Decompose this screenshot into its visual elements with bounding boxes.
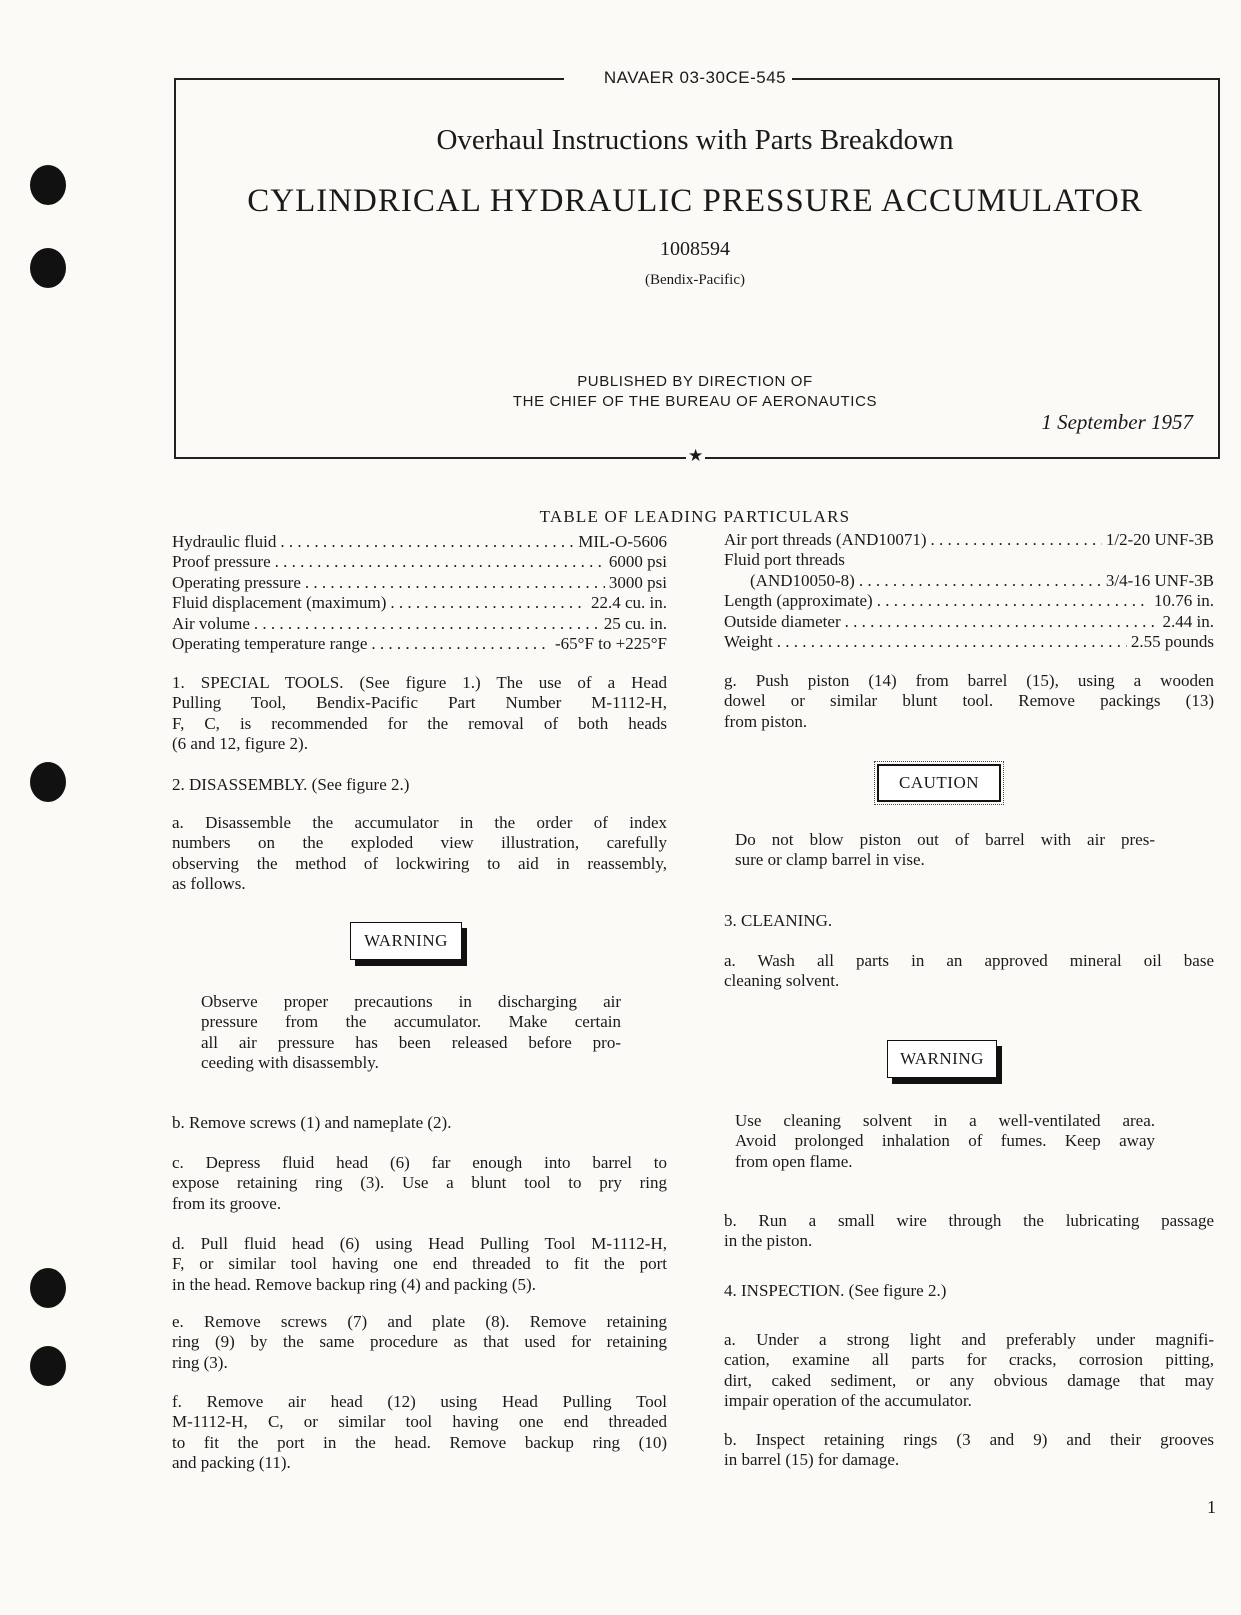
- particular-label: Fluid port threads: [724, 550, 845, 570]
- particular-label: Fluid displacement (maximum): [172, 593, 387, 613]
- text-line: Observe proper precautions in discharging air: [201, 992, 621, 1011]
- text-line: dowel or similar blunt tool. Remove packings (13): [724, 691, 1214, 711]
- text-line: d. Pull fluid head (6) using Head Pulling Tool M-1112-H,: [172, 1234, 667, 1253]
- text-line: dirt, caked sediment, or any obvious damage that may: [724, 1370, 1214, 1390]
- particular-value: 2.44 in.: [1162, 611, 1214, 631]
- leader-dots: [777, 632, 1127, 652]
- text-line: g. Push piston (14) from barrel (15), using a wooden: [724, 671, 1214, 690]
- text-line: Do not blow piston out of barrel with air pres-: [735, 830, 1155, 849]
- text-line: ring (3).: [172, 1352, 228, 1372]
- text-line: ring (9) by the same procedure as that used for retaining: [172, 1332, 667, 1352]
- para-2e: [172, 1312, 667, 1373]
- particular-label: Length (approximate): [724, 591, 873, 611]
- particular-row: [172, 573, 667, 593]
- text-line: b. Run a small wire through the lubricating passage: [724, 1211, 1214, 1230]
- particular-value: MIL-O-5606: [578, 532, 667, 551]
- text-line: from its groove.: [172, 1193, 282, 1213]
- part-number: 1008594: [660, 238, 730, 260]
- warning-label: WARNING: [887, 1040, 997, 1078]
- para-2f: [172, 1392, 667, 1474]
- binder-hole: [30, 1268, 66, 1308]
- text-line: e. Remove screws (7) and plate (8). Remove retaining: [172, 1312, 667, 1331]
- text-line: from open flame.: [735, 1151, 853, 1171]
- particular-row: [724, 612, 1214, 632]
- text-line: cleaning solvent.: [724, 971, 840, 991]
- published-by: PUBLISHED BY DIRECTION OF: [577, 373, 813, 390]
- text-line: F, or similar tool having one end threaded to fit the port: [172, 1254, 667, 1274]
- particular-row: [724, 550, 1214, 570]
- leader-dots: [845, 612, 1159, 632]
- text-line: M-1112-H, C, or similar tool having one end threaded: [172, 1412, 667, 1432]
- text-line: sure or clamp barrel in vise.: [735, 850, 925, 870]
- heading-disassembly: 2. DISASSEMBLY. (See figure 2.): [172, 775, 410, 794]
- caution-label: CAUTION: [877, 764, 1001, 802]
- leader-dots: [859, 571, 1102, 591]
- text-line: b. Remove screws (1) and nameplate (2).: [172, 1113, 452, 1132]
- particular-label: Proof pressure: [172, 552, 271, 572]
- warning-text: [201, 992, 621, 1074]
- document-number: NAVAER 03-30CE-545: [603, 68, 787, 87]
- text-line: a. Under a strong light and preferably under magnifi-: [724, 1330, 1214, 1349]
- document-title: Overhaul Instructions with Parts Breakdown: [436, 124, 954, 156]
- document-subject: CYLINDRICAL HYDRAULIC PRESSURE ACCUMULATOR: [247, 183, 1143, 219]
- text-line: to fit the port in the head. Remove backup ring (10): [172, 1432, 667, 1452]
- leader-dots: [931, 530, 1102, 550]
- particulars-right: [724, 530, 1214, 652]
- text-line: observing the method of lockwiring to aid in reassembly,: [172, 853, 667, 873]
- particular-label: Hydraulic fluid: [172, 532, 277, 551]
- leader-dots: [877, 591, 1150, 611]
- particular-label: Air port threads (AND10071): [724, 530, 927, 549]
- particular-value: 22.4 cu. in.: [590, 593, 667, 613]
- para-4a: [724, 1330, 1214, 1412]
- text-line: c. Depress fluid head (6) far enough into barrel to: [172, 1153, 667, 1172]
- text-line: a. Wash all parts in an approved mineral oil base: [724, 951, 1214, 970]
- particular-value: 25 cu. in.: [603, 613, 667, 633]
- text-line: cation, examine all parts for cracks, corrosion pitting,: [724, 1350, 1214, 1370]
- text-line: from piston.: [724, 711, 808, 731]
- manufacturer: (Bendix-Pacific): [645, 272, 745, 288]
- text-line: expose retaining ring (3). Use a blunt tool to pry ring: [172, 1173, 667, 1193]
- text-line: in barrel (15) for damage.: [724, 1450, 900, 1470]
- particular-value: -65°F to +225°F: [555, 633, 667, 653]
- binder-hole: [30, 762, 66, 802]
- text-line: 1. SPECIAL TOOLS. (See figure 1.) The use of a Head: [172, 673, 667, 692]
- text-line: Use cleaning solvent in a well-ventilated area.: [735, 1111, 1155, 1130]
- para-2d: [172, 1234, 667, 1295]
- text-line: Pulling Tool, Bendix-Pacific Part Number M-1112-H,: [172, 693, 667, 713]
- particular-value: 10.76 in.: [1154, 591, 1214, 611]
- binder-hole: [30, 1346, 66, 1386]
- warning-label: WARNING: [350, 922, 462, 960]
- text-line: numbers on the exploded view illustration, carefully: [172, 833, 667, 853]
- para-3a: [724, 951, 1214, 992]
- para-2b: [172, 1113, 667, 1133]
- particular-label: Operating pressure: [172, 572, 301, 592]
- text-line: a. Disassemble the accumulator in the order of index: [172, 813, 667, 832]
- particular-label: (AND10050-8): [750, 570, 855, 590]
- text-line: all air pressure has been released before pro-: [201, 1032, 621, 1052]
- text-line: F, C, is recommended for the removal of both heads: [172, 713, 667, 733]
- text-line: in the head. Remove backup ring (4) and packing (5).: [172, 1274, 536, 1294]
- particular-row: [172, 634, 667, 654]
- particulars-title: TABLE OF LEADING PARTICULARS: [539, 507, 851, 526]
- para-3b: [724, 1211, 1214, 1252]
- particular-value: 6000 psi: [608, 552, 667, 572]
- particular-value: 1/2-20 UNF-3B: [1105, 530, 1214, 549]
- binder-hole: [30, 165, 66, 205]
- text-line: pressure from the accumulator. Make certain: [201, 1012, 621, 1032]
- particular-row: [172, 593, 667, 613]
- leader-dots: [280, 532, 574, 552]
- page-number: 1: [1207, 1497, 1216, 1517]
- particular-row: [172, 552, 667, 572]
- particular-label: Weight: [724, 631, 773, 651]
- text-line: Avoid prolonged inhalation of fumes. Keep away: [735, 1131, 1155, 1151]
- binder-hole: [30, 248, 66, 288]
- published-authority: THE CHIEF OF THE BUREAU OF AERONAUTICS: [512, 393, 878, 410]
- leader-dots: [390, 593, 587, 613]
- particular-value: 2.55 pounds: [1130, 631, 1214, 651]
- particular-label: Outside diameter: [724, 611, 841, 631]
- leader-dots: [254, 614, 600, 634]
- text-line: b. Inspect retaining rings (3 and 9) and their grooves: [724, 1430, 1214, 1449]
- particular-row: [724, 571, 1214, 591]
- para-2g: [724, 671, 1214, 732]
- particular-row: [172, 532, 667, 552]
- warning-text: [735, 1111, 1155, 1172]
- text-line: impair operation of the accumulator.: [724, 1391, 972, 1411]
- caution-text: [735, 830, 1155, 871]
- particular-value: 3/4-16 UNF-3B: [1105, 570, 1214, 590]
- para-special-tools: [172, 673, 667, 755]
- particular-value: 3000 psi: [608, 572, 667, 592]
- particular-row: [724, 591, 1214, 611]
- leader-dots: [371, 634, 551, 654]
- heading-cleaning: 3. CLEANING.: [724, 911, 833, 930]
- leader-dots: [275, 552, 605, 572]
- text-line: and packing (11).: [172, 1453, 291, 1473]
- particular-label: Air volume: [172, 613, 250, 633]
- particular-label: Operating temperature range: [172, 633, 368, 653]
- text-line: in the piston.: [724, 1231, 813, 1251]
- para-4b: [724, 1430, 1214, 1471]
- text-line: ceeding with disassembly.: [201, 1053, 379, 1073]
- text-line: f. Remove air head (12) using Head Pulling Tool: [172, 1392, 667, 1411]
- leader-dots: [305, 573, 605, 593]
- star-icon: ★: [688, 446, 704, 465]
- para-2c: [172, 1153, 667, 1214]
- para-2a: [172, 813, 667, 895]
- particulars-left: [172, 532, 667, 654]
- particular-row: [724, 530, 1214, 550]
- particular-row: [724, 632, 1214, 652]
- text-line: as follows.: [172, 874, 246, 894]
- heading-inspection: 4. INSPECTION. (See figure 2.): [724, 1281, 947, 1300]
- text-line: (6 and 12, figure 2).: [172, 734, 308, 754]
- particular-row: [172, 614, 667, 634]
- publication-date: 1 September 1957: [1041, 410, 1193, 434]
